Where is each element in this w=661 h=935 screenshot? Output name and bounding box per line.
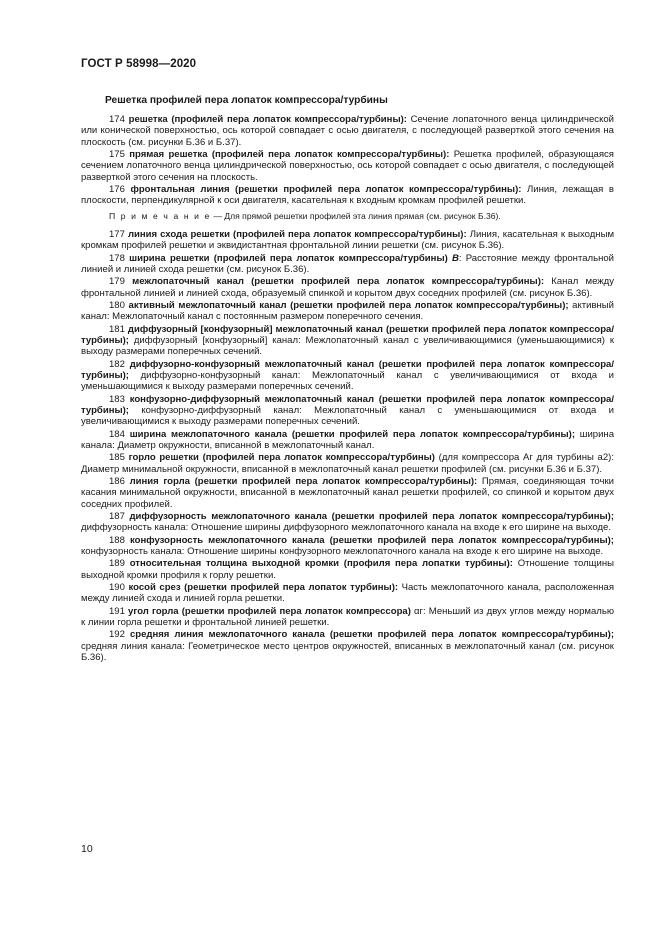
- entry-number: 187: [109, 510, 125, 522]
- term-entry-190: [81, 582, 614, 605]
- entry-number: 188: [109, 534, 125, 546]
- note-label: П р и м е ч а н и е: [109, 210, 211, 221]
- term-entry-176: [81, 184, 614, 207]
- term-entry-181: [81, 324, 614, 358]
- term-entry-185: [81, 452, 614, 475]
- page-number: 10: [81, 843, 93, 855]
- entry-definition: Часть межлопаточного канала, расположенная между линией схода и линией горла решетки.: [81, 581, 614, 605]
- entry-term: фронтальная линия (решетки профилей пера лопаток компрессора/турбины):: [130, 183, 522, 195]
- entry-term: конфузорность межлопаточного канала (решетки профилей пера лопаток компрессора/турбины);: [129, 534, 614, 546]
- entry-term: прямая решетка (профилей пера лопаток компрессора/турбины):: [129, 148, 450, 160]
- entry-number: 192: [109, 629, 125, 641]
- entry-term: средняя линия межлопаточного канала (решетки профилей пера лопаток компрессора/турбины);: [129, 629, 614, 641]
- entry-term: косой срез (решетки профилей пера лопаток турбины):: [128, 581, 399, 593]
- entry-number: 178: [109, 252, 125, 264]
- entry-number: 191: [109, 605, 125, 617]
- entry-definition: диффузорность канала: Отношение ширины диффузорного межлопаточного канала на входе к его ширине на выходе.: [81, 522, 611, 534]
- term-entry-192: [81, 629, 614, 663]
- entry-number: 177: [109, 228, 125, 240]
- entry-number: 182: [109, 358, 125, 370]
- entry-definition: диффузорно-конфузорный канал: Межлопаточный канал с увеличивающимися от входа и уменьшающимися к выходу размерами поперечных сечений.: [81, 369, 614, 393]
- term-entry-191: [81, 606, 614, 629]
- entry-definition: (для компрессора Aг для турбины a2): Диаметр минимальной окружности, вписанной в межлопаточный канал решетки профилей (см. рисунки Б.36 и Б.37).: [81, 452, 615, 475]
- entry-symbol: B: [451, 252, 459, 264]
- document-header: ГОСТ Р 58998—2020: [81, 58, 197, 70]
- entry-definition: Линия, касательная к выходным кромкам профилей решетки и эквидистантная фронтальной линии решетки (см. рисунок Б.36).: [81, 228, 615, 252]
- entry-definition: Канал между фронтальной линией и линией схода, образуемый спинкой и корытом двух соседних профилей (см. рисунок Б.36).: [81, 276, 614, 299]
- entry-term: диффузорно-конфузорный межлопаточный канал (решетки профилей пера лопаток компрессора/турбины);: [81, 358, 615, 381]
- entry-number: 185: [109, 452, 125, 464]
- term-entry-189: [81, 558, 614, 581]
- term-entry-178: [81, 253, 614, 276]
- term-entries: [81, 114, 614, 664]
- entry-definition: конфузорность канала: Отношение ширины конфузорного межлопаточного канала на входе к его ширине на выходе.: [81, 545, 604, 557]
- entry-definition: диффузорный [конфузорный] канал: Межлопаточный канал с увеличивающимися (уменьшающимися) к выходу размерами поперечных сечений.: [81, 334, 614, 358]
- entry-definition: активный канал: Межлопаточный канал с постоянным размером поперечного сечения.: [81, 299, 614, 323]
- entry-term: относительная толщина выходной кромки (профиля пера лопатки турбины):: [129, 558, 513, 570]
- entry-definition: Прямая, соединяющая точки касания минимальной окружности, вписанной в межлопаточный канал решетки профилей, со спинкой и корытом двух соседних профилей.: [81, 475, 615, 510]
- entry-definition: Решетка профилей, образующаяся сечением лопаточного венца цилиндрической поверхностью, ось которой совпадает с осью двигателя, с последующей разверткой этого сечения на плоскость.: [81, 148, 614, 183]
- entry-term: межлопаточный канал (решетки профилей пера лопаток компрессора/турбины):: [132, 276, 545, 288]
- entry-number: 190: [109, 581, 125, 593]
- term-entry-186: [81, 476, 614, 510]
- entry-number: 180: [109, 299, 125, 311]
- entry-number: 174: [109, 114, 125, 125]
- entry-definition: : Расстояние между фронтальной линией и линией схода решетки (см. рисунок Б.36).: [81, 252, 614, 275]
- entry-definition: средняя линия канала: Геометрическое место центров окружностей, вписанных в межлопаточный канал (см. рисунок Б.36).: [81, 640, 614, 663]
- entry-term: активный межлопаточный канал (решетки профилей пера лопаток компрессора/турбины);: [128, 299, 569, 311]
- entry-term: угол горла (решетки профилей пера лопаток компрессора): [128, 605, 411, 617]
- note-text: — Для прямой решетки профилей эта линия прямая (см. рисунок Б.36).: [213, 210, 501, 221]
- entry-term: конфузорно-диффузорный межлопаточный канал (решетки профилей пера лопаток компрессора/турбины);: [81, 393, 615, 416]
- term-entry-184: [81, 429, 614, 452]
- term-entry-177: [81, 229, 614, 252]
- term-entry-182: [81, 359, 614, 393]
- entry-number: 181: [109, 323, 125, 335]
- entry-term: горло решетки (профилей пера лопаток компрессора/турбины): [128, 452, 435, 464]
- entry-term: диффузорный [конфузорный] межлопаточный канал (решетки профилей пера лопаток компрессора/турбины);: [81, 323, 615, 346]
- entry-number: 179: [109, 276, 125, 288]
- entry-term: ширина межлопаточного канала (решетки профилей пера лопаток компрессора/турбины);: [129, 428, 576, 440]
- entry-number: 176: [109, 183, 125, 195]
- note: [81, 211, 614, 222]
- entry-definition: Сечение лопаточного венца цилиндрической или конической поверхностью, ось которой совпадает с осью двигателя, с последующей разверткой этого сечения на плоскость (см. рисунки Б.36 и Б.37).: [81, 114, 615, 148]
- entry-definition: ширина канала: Диаметр окружности, вписанной в межлопаточный канал.: [81, 428, 615, 451]
- entry-number: 175: [109, 148, 125, 160]
- entry-term: линия схода решетки (профилей пера лопаток компрессора/турбины):: [127, 228, 467, 240]
- entry-number: 183: [109, 393, 125, 405]
- entry-definition: Отношение толщины выходной кромки профиля к горлу решетки.: [81, 558, 614, 581]
- term-entry-183: [81, 394, 614, 428]
- entry-definition: αг: Меньший из двух углов между нормалью к линии горла решетки и фронтальной линией решетки.: [81, 605, 614, 628]
- term-entry-188: [81, 535, 614, 558]
- term-entry-187: [81, 511, 614, 534]
- entry-definition: Линия, лежащая в плоскости, перпендикулярной к оси двигателя, касательная к входным кромкам профилей решетки.: [81, 183, 614, 207]
- term-entry-179: [81, 276, 614, 299]
- entry-term: решетка (профилей пера лопаток компрессора/турбины):: [128, 114, 407, 125]
- entry-definition: конфузорно-диффузорный канал: Межлопаточный канал с уменьшающимися от входа и увеличивающимися к выходу размерами поперечных сечений.: [81, 404, 614, 428]
- entry-term: линия горла (решетки профилей пера лопаток компрессора/турбины):: [129, 475, 478, 487]
- section-heading: Решетка профилей пера лопаток компрессора/турбины: [105, 95, 388, 106]
- term-entry-180: [81, 300, 614, 323]
- entry-number: 186: [109, 475, 125, 487]
- entry-term: ширина решетки (профилей пера лопаток компрессора/турбины): [129, 252, 448, 264]
- entry-number: 184: [109, 428, 125, 440]
- term-entry-175: [81, 149, 614, 183]
- entry-term: диффузорность межлопаточного канала (решетки профилей пера лопаток компрессора/турбины);: [129, 510, 614, 522]
- entry-number: 189: [109, 558, 125, 570]
- term-entry-174: [81, 114, 614, 148]
